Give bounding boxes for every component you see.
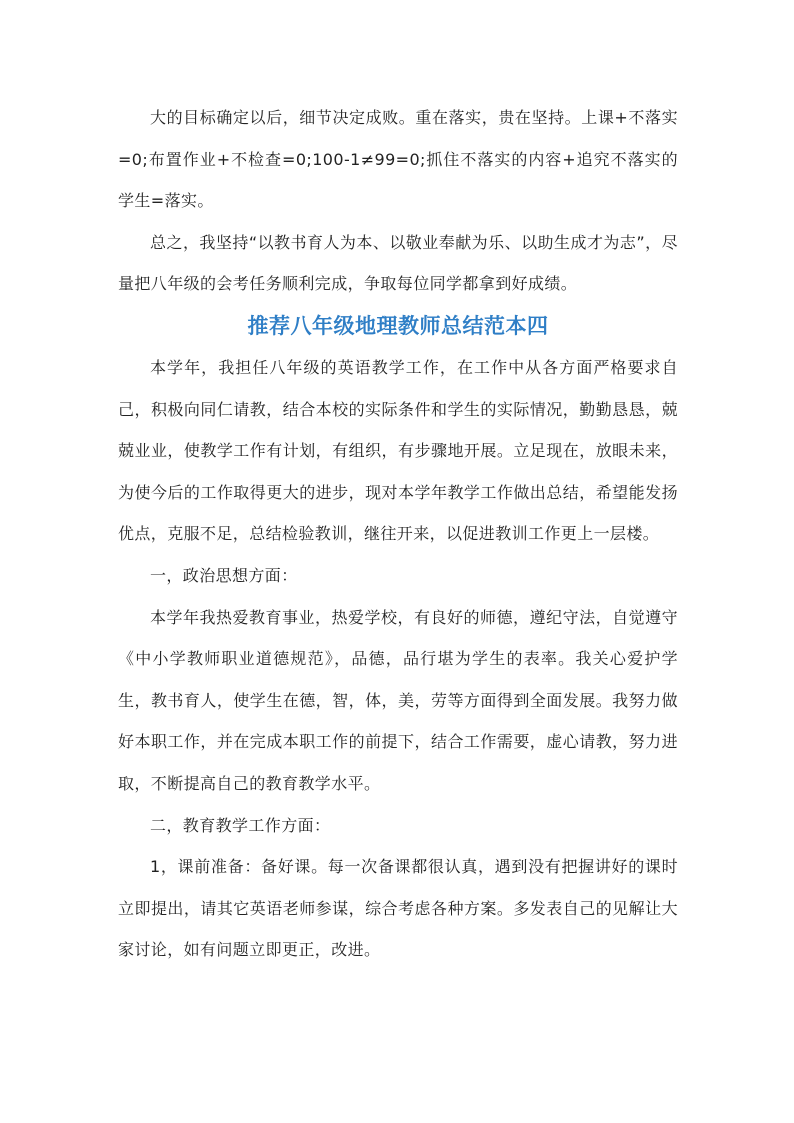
paragraph-conclusion: 总之，我坚持“以教书育人为本、以敬业奉献为乐、以助生成才为志”，尽量把八年级的会考任务顺利完成，争取每位同学都拿到好成绩。 bbox=[118, 232, 678, 294]
paragraph-politics: 本学年我热爱教育事业，热爱学校，有良好的师德，遵纪守法，自觉遵守《中小学教师职业道德规范》，品德，品行堪为学生的表率。我关心爱护学生，教书育人，使学生在德，智，体，美，劳等方面得到全面发展。我努力做好本职工作，并在完成本职工作的前提下，结合工作需要，虚心请教，努力进取，不断提高自己的教育教学水平。 bbox=[118, 607, 678, 793]
paragraph-preparation: 1，课前准备：备好课。每一次备课都很认真，遇到没有把握讲好的课时立即提出，请其它英语老师参谋，综合考虑各种方案。多发表自己的见解让大家讨论，如有问题立即更正，改进。 bbox=[118, 857, 678, 960]
subheading-teaching: 二，教育教学工作方面： bbox=[150, 815, 331, 835]
subheading-politics: 一，政治思想方面： bbox=[150, 565, 298, 585]
document-page bbox=[118, 97, 678, 971]
paragraph-goals: 大的目标确定以后，细节决定成败。重在落实，贵在坚持。上课+不落实=0;布置作业+不检查=0;100-1≠99=0;抓住不落实的内容+追究不落实的学生=落实。 bbox=[118, 108, 678, 211]
paragraph-intro: 本学年，我担任八年级的英语教学工作，在工作中从各方面严格要求自己，积极向同仁请教，结合本校的实际条件和学生的实际情况，勤勤恳恳，兢兢业业，使教学工作有计划，有组织，有步骤地开展。立足现在，放眼未来，为使今后的工作取得更大的进步，现对本学年教学工作做出总结，希望能发扬优点，克服不足，总结检验教训，继往开来，以促进教训工作更上一层楼。 bbox=[118, 357, 678, 544]
section-heading: 推荐八年级地理教师总结范本四 bbox=[247, 313, 549, 338]
